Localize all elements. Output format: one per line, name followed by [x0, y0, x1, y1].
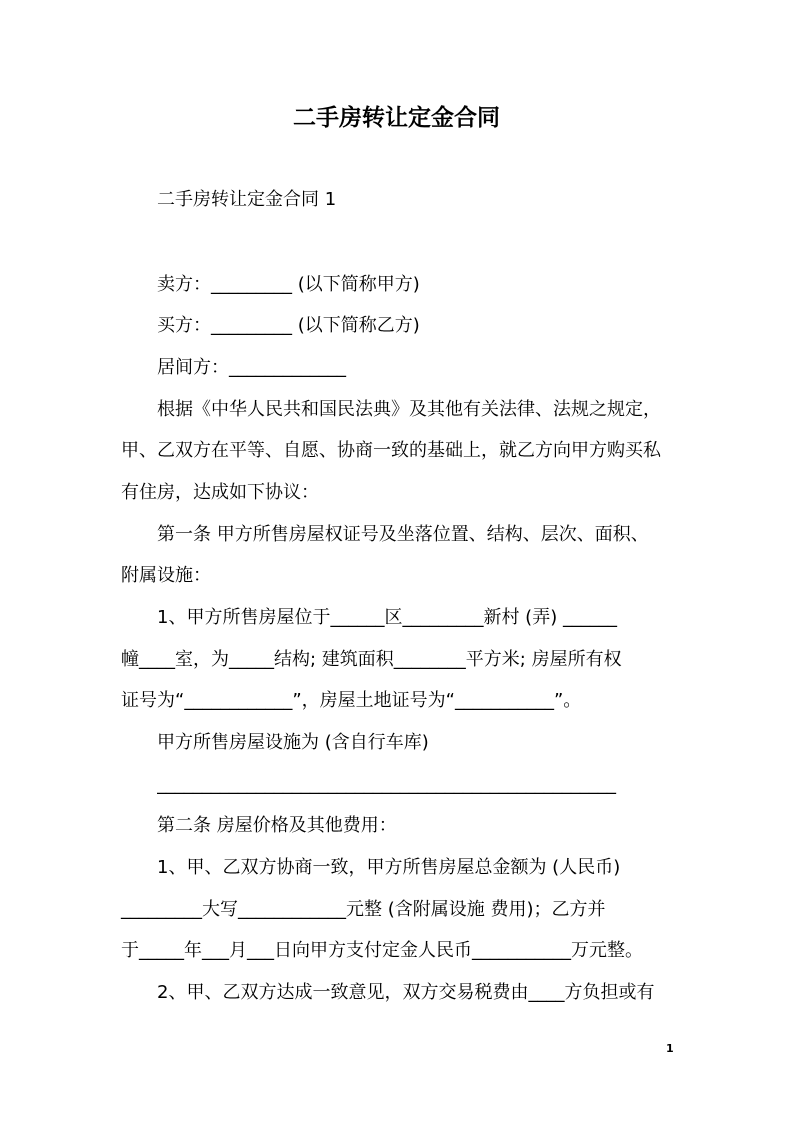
paragraph-line: 甲方所售房屋设施为 (含自行车库) — [157, 732, 429, 753]
blank-fill-line: ___________________________________________________ — [157, 774, 616, 795]
paragraph-line: 2、甲、乙双方达成一致意见，双方交易税费由____方负担或有 — [157, 982, 655, 1003]
contract-subtitle: 二手房转让定金合同 1 — [157, 189, 337, 210]
seller-line: 卖方：_________ (以下简称甲方) — [157, 274, 420, 295]
intermediary-line: 居间方：_____________ — [157, 357, 346, 378]
page-number: 1 — [666, 1042, 674, 1055]
paragraph-line: _________大写____________元整 (含附属设施 费用)；乙方并 — [121, 899, 606, 920]
paragraph-line: 证号为“____________”，房屋土地证号为“___________”。 — [121, 690, 582, 711]
buyer-line: 买方：_________ (以下简称乙方) — [157, 315, 420, 336]
article-heading: 第一条 甲方所售房屋权证号及坐落位置、结构、层次、面积、 — [157, 524, 649, 545]
document-title: 二手房转让定金合同 — [293, 105, 500, 131]
paragraph-line: 幢____室，为_____结构; 建筑面积________平方米; 房屋所有权 — [121, 649, 622, 670]
paragraph-line: 1、甲、乙双方协商一致，甲方所售房屋总金额为 (人民币) — [157, 857, 621, 878]
paragraph-line: 有住房，达成如下协议： — [121, 482, 319, 503]
paragraph-line: 于_____年___月___日向甲方支付定金人民币___________万元整。 — [121, 940, 643, 961]
paragraph-line: 附属设施： — [121, 565, 211, 586]
paragraph-line: 甲、乙双方在平等、自愿、协商一致的基础上，就乙方向甲方购买私 — [121, 440, 661, 461]
paragraph-line: 1、甲方所售房屋位于______区_________新村 (弄) ______ — [157, 607, 617, 628]
article-heading: 第二条 房屋价格及其他费用： — [157, 815, 397, 836]
paragraph-line: 根据《中华人民共和国民法典》及其他有关法律、法规之规定， — [157, 399, 661, 420]
